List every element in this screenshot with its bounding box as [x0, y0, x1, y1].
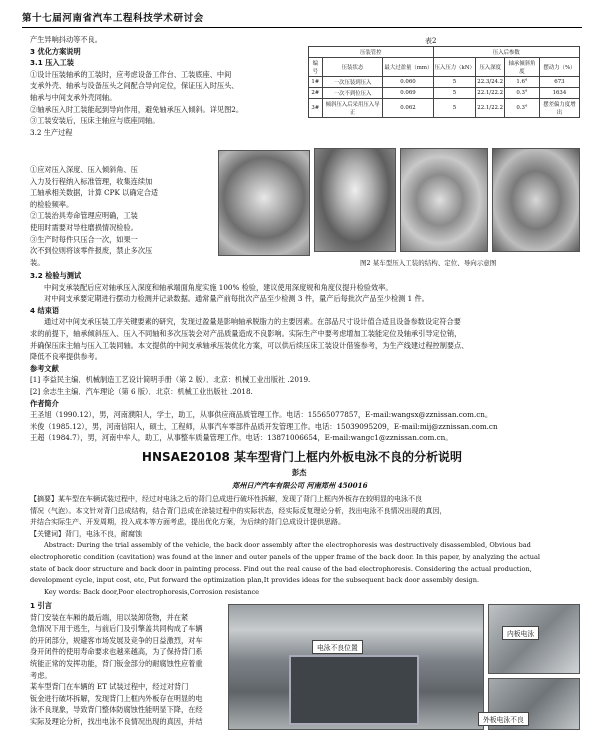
table-header: 压入深度	[476, 58, 505, 77]
abstract-en-line: Abstract: During the trial assembly of the vehicle, the back door assembly after the electrophoresis was destructively disassembled, Obvious bad	[44, 541, 531, 550]
table-cell: 0.3°	[505, 88, 540, 99]
table-cell: 5	[433, 77, 476, 88]
para-line: 的检验频率。	[30, 199, 74, 209]
figure-2-photo-a	[314, 148, 396, 252]
para-line: 支承外壳、轴承与设备压头之间配合导向定位，保证压入时压头、	[30, 81, 239, 91]
reference: [2] 余志生主编．汽车理论（第 6 版）．北京：机械工业出版社 .2018.	[30, 386, 253, 396]
para-line: 次不到位则将该零件报废，禁止多次压	[30, 246, 153, 256]
para-line: ③生产时每件只压合一次，如果一	[30, 234, 138, 244]
conference-title: 第十七届河南省汽车工程科技学术研讨会	[22, 13, 204, 24]
para-line: 轴承与中间支承外壳同轴。	[30, 92, 117, 102]
author-bio: 米俊（1985.12），男，河南信阳人，硕士，工程师，从事汽车零部件品质开发管理工作。电话：15039095209，E-mail:mij@zznissan.com.cn	[30, 421, 498, 431]
section-heading: 3.2 检验与测试	[30, 271, 82, 280]
page-header	[22, 6, 582, 28]
para-line: 并确保压床主轴与压入工装同轴。本文提供的中间支承轴承压装优化方案，可以供后续压床工装设计借鉴参考，为生产线建过程控制要点、	[30, 340, 469, 350]
table-cell: 5	[433, 88, 476, 99]
abstract-line: 情况（气泡）。本文针对背门总成结构，结合背门总成在涂装过程中的实际状态，经实际反复理论分析，找出电泳不良情况出现的真因，	[30, 506, 447, 515]
para-line: 通过对中间支承压装工序关键要素的研究，发现过盈量是影响轴承脱脂力的主要因素。在部品尺寸设计值合适且设备参数设定符合要	[44, 317, 461, 327]
keywords-en: Key words: Back door,Poor electrophoresis,Corrosion resistance	[44, 587, 260, 596]
left-column	[30, 34, 243, 138]
section-heading: 4 结束语	[30, 305, 60, 315]
subsection-heading: 3.2 生产过程	[30, 127, 73, 137]
figure-caption: 图2 某车型压入工装的结构、定位、导向示意图	[360, 259, 497, 267]
table-group-header: 压入后参数	[433, 47, 579, 58]
para-line: 的开闭部分，规避客市场发展及竞争的日益激烈，对车	[30, 635, 203, 645]
table-row	[309, 77, 580, 88]
intro-section	[30, 600, 203, 728]
table-cell: 2#	[309, 88, 323, 99]
table-cell: 0.3°	[505, 99, 540, 118]
body-full	[30, 270, 498, 444]
para-line: ①应对压入深度、压入倾斜角、压	[30, 165, 138, 174]
annotation-label: 外板电泳不良	[478, 712, 529, 726]
table-header: 压装状态	[322, 58, 383, 77]
para-line: 钣金进行破坏拆解，发现背门上框内外板存在明显的电	[30, 693, 203, 703]
table-cell: 一次不到位压入	[322, 88, 383, 99]
para-line: 入力及行程纳入标准管理，收集连续加	[30, 176, 153, 186]
section-heading: 3 优化方案说明	[30, 46, 81, 56]
para-line: 实际及理论分析，找出电泳不良情况出现的真因，并结	[30, 716, 203, 726]
annotation-label: 内板电泳	[502, 626, 539, 640]
para-line: 求的前提下，轴承倾斜压入、压入不同轴和多次压装会对产品质量造成不良影响。实际生产中要考虑增加工装能定位及轴承引导定位销，	[30, 328, 462, 338]
article-title: HNSAE20108 某车型背门上框内外板电泳不良的分析说明	[141, 450, 463, 464]
para-line: 降低不良率提供参考。	[30, 352, 102, 362]
table-group-header: 压装管控	[309, 47, 434, 58]
back-door-photo-main	[228, 604, 484, 730]
table-cell: 3#	[309, 99, 323, 118]
para-line: ②工装治具寿命管理应明确，工装	[30, 211, 138, 221]
para-line: 产生异响抖动等不良。	[30, 35, 102, 44]
data-table	[308, 46, 580, 118]
table-header: 压入压力（kN）	[433, 58, 476, 77]
para-line: 中间支承装配后应对轴承压入深度和轴承端面角度实施 100% 检验，建议使用深度规和角度仪提升检验效率。	[44, 282, 393, 292]
figure-2-photo-b	[400, 148, 488, 252]
para-line: 泳不良现象，导致背门整体防腐蚀性能明显下降，在经	[30, 705, 203, 715]
table-cell: 摆差偏力度增出	[539, 99, 579, 118]
table-cell: 22.3/24.2	[476, 77, 505, 88]
para-line: ①设计压装轴承的工装时，应考虑设备工作台、工装底座、中间	[30, 69, 232, 79]
references-heading: 参考文献	[30, 363, 59, 373]
authors-heading: 作者简介	[30, 398, 59, 408]
table-row	[309, 88, 580, 99]
table-header: 摆动力（%）	[539, 58, 579, 77]
para-line: 某车型背门在车辆的 ET 试装过程中，经过对背门	[30, 682, 189, 692]
table-title: 表2	[425, 37, 437, 45]
left-column-narrow	[30, 164, 158, 268]
table-header: 编号	[309, 58, 323, 77]
table-header: 轴承倾斜角度	[505, 58, 540, 77]
abstract-en-line: development cycle, input cost, etc, Put forward the optimization plan,It provides ideas for the subsequent back door assembly design.	[30, 576, 480, 585]
table-cell: 1.6°	[505, 77, 540, 88]
reference: [1] 李益民主编．机械制造工艺设计简明手册（第 2 版）．北京：机械工业出版社 .2019.	[30, 375, 311, 385]
table-cell: 一次压装到压入	[322, 77, 383, 88]
abstract-en-line: electrophoretic condition (cavitation) was found at the inner and outer panels of the upper frame of the back door. In this paper, by analyzing the actual	[30, 552, 541, 561]
table-cell: 1#	[309, 77, 323, 88]
para-line: 使用时需要对导柱磨损情况检验。	[30, 222, 138, 232]
annotation-label: 电泳不良位置	[312, 640, 363, 654]
fixture-photo	[218, 150, 310, 256]
para-line: 对中间支承要定期进行摆动力检测并记录数据。通常量产前每批次产品至少检测 3 件，量产后每批次产品至少检测 1 件。	[44, 294, 429, 304]
abstract-block	[30, 494, 540, 598]
abstract-en-line: state of back door structure and back door in painting process. Find out the real cause of the bad electrophoresis. Considering the actual production,	[30, 564, 532, 573]
table-cell: 673	[539, 77, 579, 88]
table-cell: 0.060	[383, 77, 433, 88]
abstract-line: 并结合实际生产、开发周期，投入成本等方面考虑，提出优化方案，为后续的背门总成设计提供思路。	[30, 518, 345, 527]
para-line: 装。	[30, 257, 45, 267]
table-cell: 倾斜压入后采用压入导正	[322, 99, 383, 118]
para-line: 背门安装在车厢的最后端，用以装卸货物，并在紧	[30, 612, 189, 622]
table-header: 最大过盈量（mm）	[383, 58, 433, 77]
article-author: 彭杰	[292, 468, 307, 477]
table-row	[309, 99, 580, 118]
author-bio: 王圣旭（1990.12），男，河南濮阳人，学士，助工，从事供应商品质管理工作。电话：15565077857，E-mail:wangsx@zznissan.com.cn。	[30, 410, 493, 420]
subsection-heading: 3.1 压入工装	[30, 58, 74, 68]
para-line: ②轴承压入时工装能起到导向作用，避免轴承压入倾斜。详见图2。	[30, 104, 244, 114]
author-bio: 王超（1984.7），男，河南中牟人，助工，从事整车质量管理工作。电话：13871006654，E-mail:wangc1@zznissan.com.cn。	[30, 433, 453, 443]
abstract-line: 【摘要】某车型在车辆试装过程中，经过对电泳之后的背门总成进行破坏性拆解，发现了背门上框内外板存在较明显的电泳不良	[30, 495, 422, 503]
table-cell: 0.062	[383, 99, 433, 118]
para-line: ③工装安装后，压床主轴应与底座同轴。	[30, 116, 160, 126]
table-cell: 22.1/22.2	[476, 88, 505, 99]
para-line: 工轴承相关数据，计算 CPK 以确定合适	[30, 188, 159, 198]
keywords: 【关键词】背门，电泳不良，耐腐蚀	[30, 529, 142, 538]
article-affiliation: 郑州日产汽车有限公司 河南郑州 450016	[232, 481, 368, 490]
para-line: 急情况下用于逃生，与前后门及引擎盖共同构成了车辆	[30, 624, 203, 634]
table-cell: 5	[433, 99, 476, 118]
para-line: 统能正常的发挥功能，背门钣金部分的耐腐蚀性应着重	[30, 658, 203, 668]
table-cell: 0.069	[383, 88, 433, 99]
table-cell: 22.1/22.2	[476, 99, 505, 118]
table-cell: 1634	[539, 88, 579, 99]
section-heading: 1 引言	[30, 601, 52, 610]
para-line: 考虑。	[30, 670, 52, 680]
para-line: 身开闭件的使用寿命要求也越来越高，为了保持背门系	[30, 647, 203, 657]
figure-2-photo-c	[492, 148, 580, 252]
